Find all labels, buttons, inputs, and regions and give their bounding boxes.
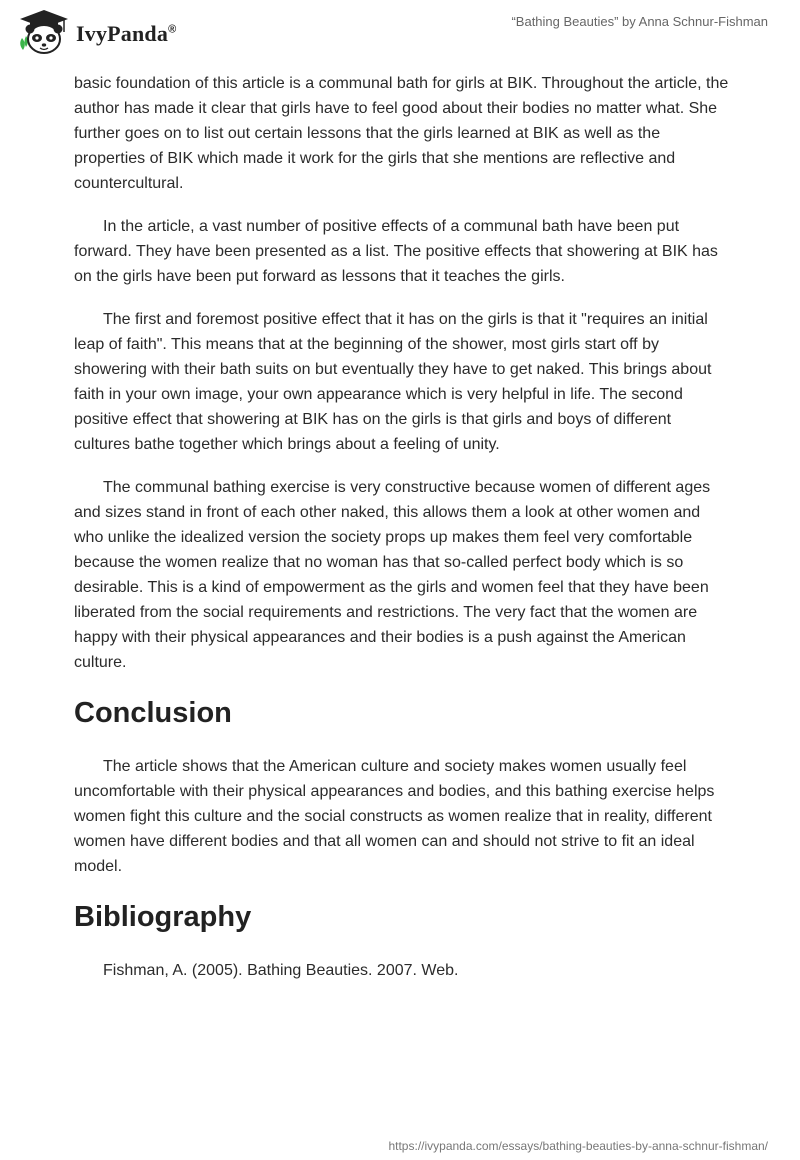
bibliography-entry: Fishman, A. (2005). Bathing Beauties. 2007. Web. [103,962,459,979]
logo-wordmark [76,21,176,47]
page-header [0,0,800,70]
panda-graduate-icon [16,8,72,56]
bibliography-heading: Bibliography [74,901,252,933]
body-paragraph: The first and foremost positive effect that it has on the girls is that it "requires an initial leap of faith". This means that at the beginning of the shower, most girls start off by showering with their bath suits on but eventually they have to get naked. This brings about faith in your own image, your own appearance which is very helpful in life. The second positive effect that showering at BIK has on the girls is that girls and boys of different cultures bathe together which brings about a feeling of unity. [74,311,712,453]
ivypanda-logo[interactable] [16,8,176,56]
brand-name: IvyPanda [76,21,169,46]
conclusion-paragraph: The article shows that the American culture and society makes women usually feel uncomfortable with their physical appearances and bodies, and this bathing exercise helps women fight this culture and the social constructs as women realize that in reality, different women have different bodies and that all women can and should not strive to fit an ideal model. [74,758,715,875]
conclusion-heading: Conclusion [74,697,232,729]
document-title: “Bathing Beauties” by Anna Schnur-Fishman [511,14,768,29]
source-url-link[interactable]: https://ivypanda.com/essays/bathing-beauties-by-anna-schnur-fishman/ [388,1139,768,1153]
body-paragraph: basic foundation of this article is a communal bath for girls at BIK. Throughout the article, the author has made it clear that girls have to feel good about their bodies no matter what. She further goes on to list out certain lessons that the girls learned at BIK as well as the properties of BIK which made it work for the girls that she mentions are reflective and countercultural. [74,75,729,192]
article-body [74,71,730,1001]
registered-mark: ® [168,23,177,36]
body-paragraph: The communal bathing exercise is very constructive because women of different ages and sizes stand in front of each other naked, this allows them a look at other women and who unlike the idealized version the society props up makes them feel very comfortable because the women realize that no woman has that so-called perfect body which is so desirable. This is a kind of empowerment as the girls and women feel that they have been liberated from the social requirements and restrictions. The very fact that the women are happy with their physical appearances and their bodies is a push against the American culture. [74,479,711,671]
body-paragraph: In the article, a vast number of positive effects of a communal bath have been put forward. They have been presented as a list. The positive effects that showering at BIK has on the girls have been put forward as lessons that it teaches the girls. [74,218,718,285]
